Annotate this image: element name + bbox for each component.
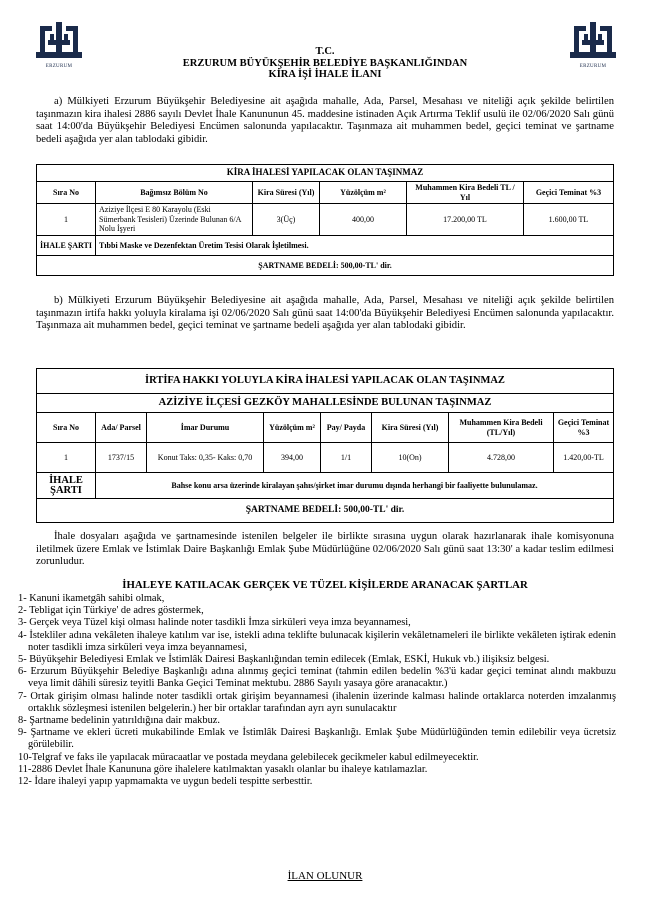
ihale-label: İHALE ŞARTI <box>37 236 96 256</box>
list-item: 2- Tebligat için Türkiye' de adres göstermek, <box>18 605 204 617</box>
sartname-fee: ŞARTNAME BEDELİ: 500,00-TL' dir. <box>37 499 614 523</box>
ihale-condition: Tıbbi Maske ve Dezenfektan Üretim Tesisi Olarak İşletilmesi. <box>96 236 614 256</box>
logo-caption: ERZURUM <box>579 64 607 69</box>
table-cell: 1.420,00-TL <box>554 443 614 473</box>
table-cell: 1737/15 <box>96 443 147 473</box>
table-cell: Konut Taks: 0,35- Kaks: 0,70 <box>147 443 264 473</box>
easement-table-subtitle: AZİZİYE İLÇESİ GEZKÖY MAHALLESİNDE BULUNAN TAŞINMAZ <box>37 394 614 413</box>
lease-table-title: KİRA İHALESİ YAPILACAK OLAN TAŞINMAZ <box>37 165 614 182</box>
header-cell: İmar Durumu <box>147 413 264 443</box>
document-header <box>0 46 650 81</box>
paragraph-a <box>36 96 614 146</box>
list-item: 10-Telgraf ve faks ile yapılacak müracaatlar ve postada meydana gelebilecek gecikmeler kabul edilmeyecektir. <box>18 751 479 763</box>
paragraph-b <box>36 295 614 333</box>
list-item: 5- Büyükşehir Belediyesi Emlak ve İstimlâk Dairesi Başkanlığından temin edilecek (Emlak, ESKİ, Hukuk vb.) ilişiksiz belgesi. <box>18 654 550 666</box>
table-cell: 4.728,00 <box>449 443 554 473</box>
announcement-footer: İLAN OLUNUR <box>287 870 363 882</box>
table-cell: 1.600,00 TL <box>524 204 614 236</box>
header-cell: Muhammen Kira Bedeli TL / Yıl <box>407 182 524 204</box>
list-item: 3- Gerçek veya Tüzel kişi olması halinde noter tasdikli İmza sirküleri veya imza beyannamesi, <box>18 617 411 629</box>
easement-table-title: İRTİFA HAKKI YOLUYLA KİRA İHALESİ YAPILACAK OLAN TAŞINMAZ <box>37 369 614 394</box>
header-cell: Geçici Teminat %3 <box>554 413 614 443</box>
table-cell: 10(On) <box>372 443 449 473</box>
list-item: 11-2886 Devlet İhale Kanununa göre ihalelere katılmaktan yasaklı olanlar bu ihaleye katılamazlar. <box>18 763 428 775</box>
list-item: 4- İstekliler adına vekâleten ihaleye katılım var ise, istekli adına teklifte bulunacak kişilerin vekâletnameleri ile birlikte vekâleten iştirak edenin noter tasdikli imza sirküleri veya imza beyannamesi, <box>18 629 616 653</box>
ihale-condition: Bahse konu arsa üzerinde kiralayan şahıs/şirket imar durumu dışında herhangi bir faaliyette bulunulamaz. <box>96 473 614 499</box>
list-item: 6- Erzurum Büyükşehir Belediye Başkanlığı adına alınmış geçici teminat (tahmin edilen bedelin %3'ü kadar geçici teminat alındı makbuzu veya limit dâhili süresiz teyitli Banka Geçici Teminat mektubu. 2886 Sayılı yasaya göre aranacaktır.) <box>18 666 616 690</box>
header-cell: Muhammen Kira Bedeli (TL/Yıl) <box>449 413 554 443</box>
header-cell: Geçici Teminat %3 <box>524 182 614 204</box>
table-cell: 400,00 <box>320 204 407 236</box>
header-cell: Ada/ Parsel <box>96 413 147 443</box>
paragraph-a-text: a) Mülkiyeti Erzurum Büyükşehir Belediyesine ait aşağıda mahalle, Ada, Parsel, Mesahası ve niteliği açık şekilde belirtilen taşınmazın kira ihalesi 2886 sayılı Devlet İhale Kanununun 45. maddesine istinaden Açık Artırma Teklif usulü ile 02/06/2020 Salı günü saat 14:00'da Büyükşehir Belediyesi Encümen salonunda yapılacaktır. Taşınmaza ait muhammen bedel, geçici teminat ve şartname bedeli aşağıda yer alan tablodaki gibidir. <box>36 96 614 145</box>
table-cell: 1/1 <box>321 443 372 473</box>
paragraph-b-text: b) Mülkiyeti Erzurum Büyükşehir Belediyesine ait aşağıda mahalle, Ada, Parsel, Mesahası ve niteliği açık şekilde belirtilen taşınmazın irtifa hakkı yoluyla kiralama işi 02/06/2020 Salı günü saat 14:00'da Büyükşehir Belediyesi Encümen salonunda yapılacaktır. Taşınmaza ait muhammen bedel, geçici teminat ve şartname bedeli aşağıda yer alan tablodaki gibidir. <box>36 295 614 331</box>
list-item: 12- İdare ihaleyi yapıp yapmamakta ve uygun bedeli tespitte serbesttir. <box>18 776 313 788</box>
list-item: 8- Şartname bedelinin yatırıldığına dair makbuz. <box>18 715 220 727</box>
list-item: 1- Kanuni ikametgâh sahibi olmak, <box>18 593 165 604</box>
table-cell: 1 <box>37 204 96 236</box>
list-item: 7- Ortak girişim olması halinde noter tasdikli ortak girişim beyannamesi (ihalenin üzerinde kalması halinde ortaklarca noterden imzalanmış ortaklık sözleşmesi istenilen belgelerin.) her bir ortaklar tarafından ayrı ayrı sunulacaktır <box>18 690 616 714</box>
list-item: 9- Şartname ve ekleri ücreti mukabilinde Emlak ve İstimlâk Dairesi Başkanlığı. Emlak Şube Müdürlüğünden temin edilebilir veya ücretsiz görülebilir. <box>18 727 616 751</box>
header-tc: T.C. <box>315 46 335 57</box>
header-cell: Yüzölçüm m² <box>320 182 407 204</box>
paragraph-c <box>36 531 614 569</box>
lease-table <box>36 164 614 276</box>
ihale-label: İHALE ŞARTI <box>37 473 96 499</box>
header-municipality: ERZURUM BÜYÜKŞEHİR BELEDİYE BAŞKANLIĞINDAN <box>182 57 468 69</box>
easement-table <box>36 368 614 523</box>
header-cell: Sıra No <box>37 182 96 204</box>
header-cell: Pay/ Payda <box>321 413 372 443</box>
header-cell: Kira Süresi (Yıl) <box>253 182 320 204</box>
table-cell: 394,00 <box>264 443 321 473</box>
header-cell: Yüzölçüm m² <box>264 413 321 443</box>
paragraph-c-text: İhale dosyaları aşağıda ve şartnamesinde istenilen belgeler ile birlikte sırasına uygun olarak hazırlanarak ihale komisyonuna iletilmek üzere Emlak ve İstimlak Daire Başkanlığı Emlak Şube Müdürlüğüne 02/06/2020 Salı günü saat 13:30' a kadar teslim edilmesi zorunludur. <box>36 531 614 567</box>
table-cell: Aziziye İlçesi E 80 Karayolu (Eski Sümerbank Tesisleri) Üzerinde Bulunan 6/A Nolu İşyeri <box>96 204 253 236</box>
requirements-title: İHALEYE KATILACAK GERÇEK VE TÜZEL KİŞİLERDE ARANACAK ŞARTLAR <box>122 579 528 591</box>
header-title: KİRA İŞİ İHALE İLANI <box>268 69 382 80</box>
table-cell: 17.200,00 TL <box>407 204 524 236</box>
header-cell: Kira Süresi (Yıl) <box>372 413 449 443</box>
sartname-fee: ŞARTNAME BEDELİ: 500,00-TL' dir. <box>37 256 614 276</box>
header-cell: Sıra No <box>37 413 96 443</box>
table-cell: 3(Üç) <box>253 204 320 236</box>
requirements-list <box>18 593 616 788</box>
table-cell: 1 <box>37 443 96 473</box>
logo-caption: ERZURUM <box>45 64 73 69</box>
header-cell: Bağımsız Bölüm No <box>96 182 253 204</box>
